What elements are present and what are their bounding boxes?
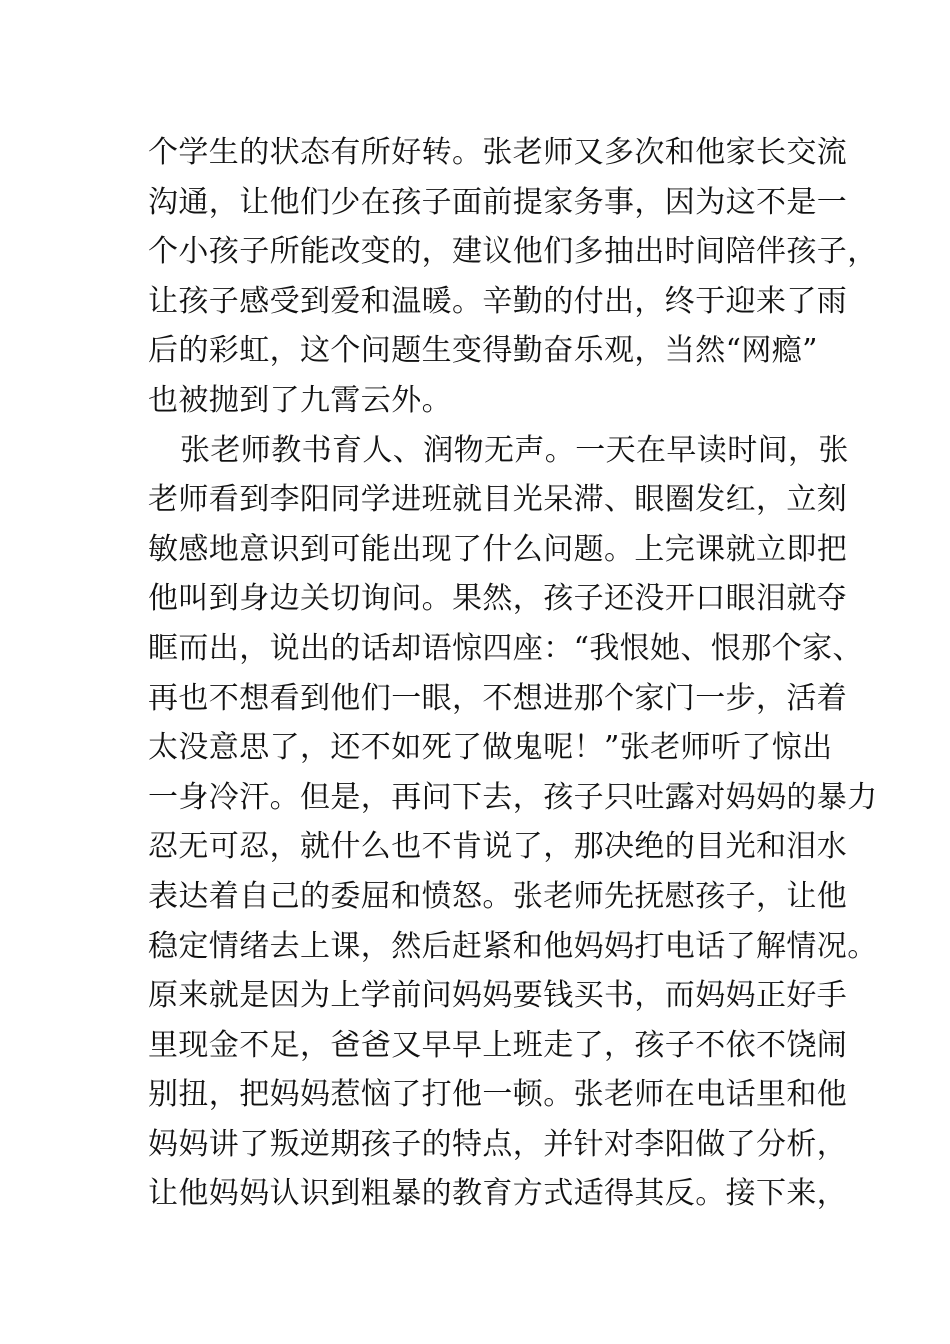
text-line: 他叫到身边关切询问。果然，孩子还没开口眼泪就夺 [148,581,848,617]
text-line: 原来就是因为上学前问妈妈要钱买书，而妈妈正好手 [148,978,848,1014]
text-line: 沟通，让他们少在孩子面前提家务事，因为这不是一 [148,184,848,220]
text-line: 眶而出，说出的话却语惊四座：“我恨她、恨那个家、 [148,630,863,666]
text-line: 太没意思了，还不如死了做鬼呢！”张老师听了惊出 [148,730,833,766]
text-line: 后的彩虹，这个问题生变得勤奋乐观，当然“网瘾” [148,333,818,369]
text-line: 张老师教书育人、润物无声。一天在早读时间，张 [180,432,849,468]
text-line: 别扭，把妈妈惹恼了打他一顿。张老师在电话里和他 [148,1077,848,1113]
text-line: 敏感地意识到可能出现了什么问题。上完课就立即把 [148,531,848,567]
text-line: 再也不想看到他们一眼，不想进那个家门一步，活着 [148,680,848,716]
paragraph-1 [148,128,928,426]
text-line: 老师看到李阳同学进班就目光呆滞、眼圈发红，立刻 [148,482,848,518]
text-line: 一身冷汗。但是，再问下去，孩子只吐露对妈妈的暴力 [148,779,878,815]
body-text [148,128,928,1219]
text-line: 个学生的状态有所好转。张老师又多次和他家长交流 [148,135,848,170]
text-line: 也被抛到了九霄云外。 [148,382,452,418]
text-line: 让孩子感受到爱和温暖。辛勤的付出，终于迎来了雨 [148,283,848,319]
text-line: 个小孩子所能改变的，建议他们多抽出时间陪伴孩子， [148,234,878,270]
text-line: 妈妈讲了叛逆期孩子的特点，并针对李阳做了分析， [148,1126,848,1162]
text-line: 让他妈妈认识到粗暴的教育方式适得其反。接下来， [148,1176,848,1212]
paragraph-2 [148,426,928,1220]
text-line: 里现金不足，爸爸又早早上班走了，孩子不依不饶闹 [148,1027,848,1063]
text-line: 忍无可忍，就什么也不肯说了，那决绝的目光和泪水 [148,829,848,865]
text-line: 表达着自己的委屈和愤怒。张老师先抚慰孩子，让他 [148,878,848,914]
text-line: 稳定情绪去上课，然后赶紧和他妈妈打电话了解情况。 [148,928,878,964]
